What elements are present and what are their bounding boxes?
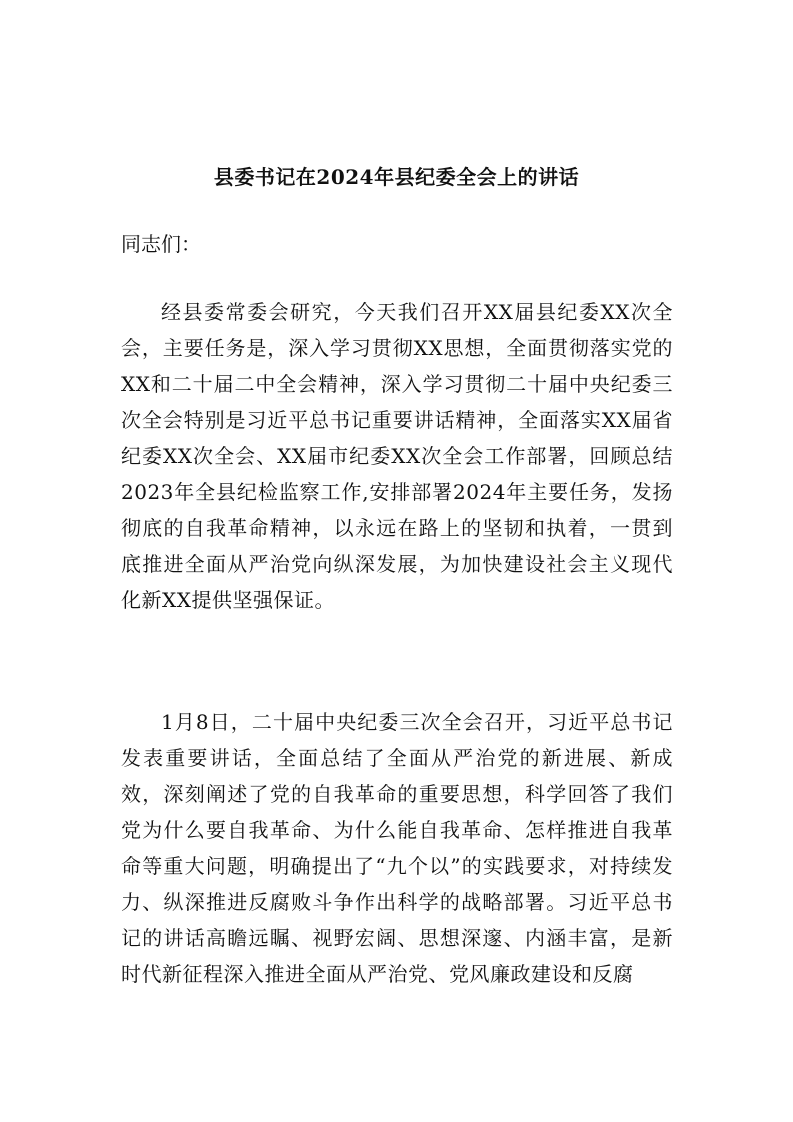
paragraph-2: 1月8日，二十届中央纪委三次全会召开，习近平总书记发表重要讲话，全面总结了全面从严治党的新进展、新成效，深刻阐述了党的自我革命的重要思想，科学回答了我们党为什么要自我革命、为什么能自我革命、怎样推进自我革命等重大问题，明确提出了“九个以”的实践要求，对持续发力、纵深推进反腐败斗争作出科学的战略部署。习近平总书记的讲话高瞻远瞩、视野宏阔、思想深邃、内涵丰富，是新时代新征程深入推进全面从严治党、党风廉政建设和反腐: [121, 710, 673, 986]
paragraph-1: 经县委常委会研究，今天我们召开XX届县纪委XX次全会，主要任务是，深入学习贯彻XX思想，全面贯彻落实党的XX和二十届二中全会精神，深入学习贯彻二十届中央纪委三次全会特别是习近平总书记重要讲话精神，全面落实XX届省纪委XX次全会、XX届市纪委XX次全会工作部署，回顾总结2023年全县纪检监察工作,安排部署2024年主要任务，发扬彻底的自我革命精神，以永远在路上的坚韧和执着，一贯到底推进全面从严治党向纵深发展，为加快建设社会主义现代化新XX提供坚强保证。: [121, 300, 673, 612]
page-title: 县委书记在2024年县纪委全会上的讲话: [213, 165, 580, 189]
salutation: 同志们：: [121, 232, 201, 256]
